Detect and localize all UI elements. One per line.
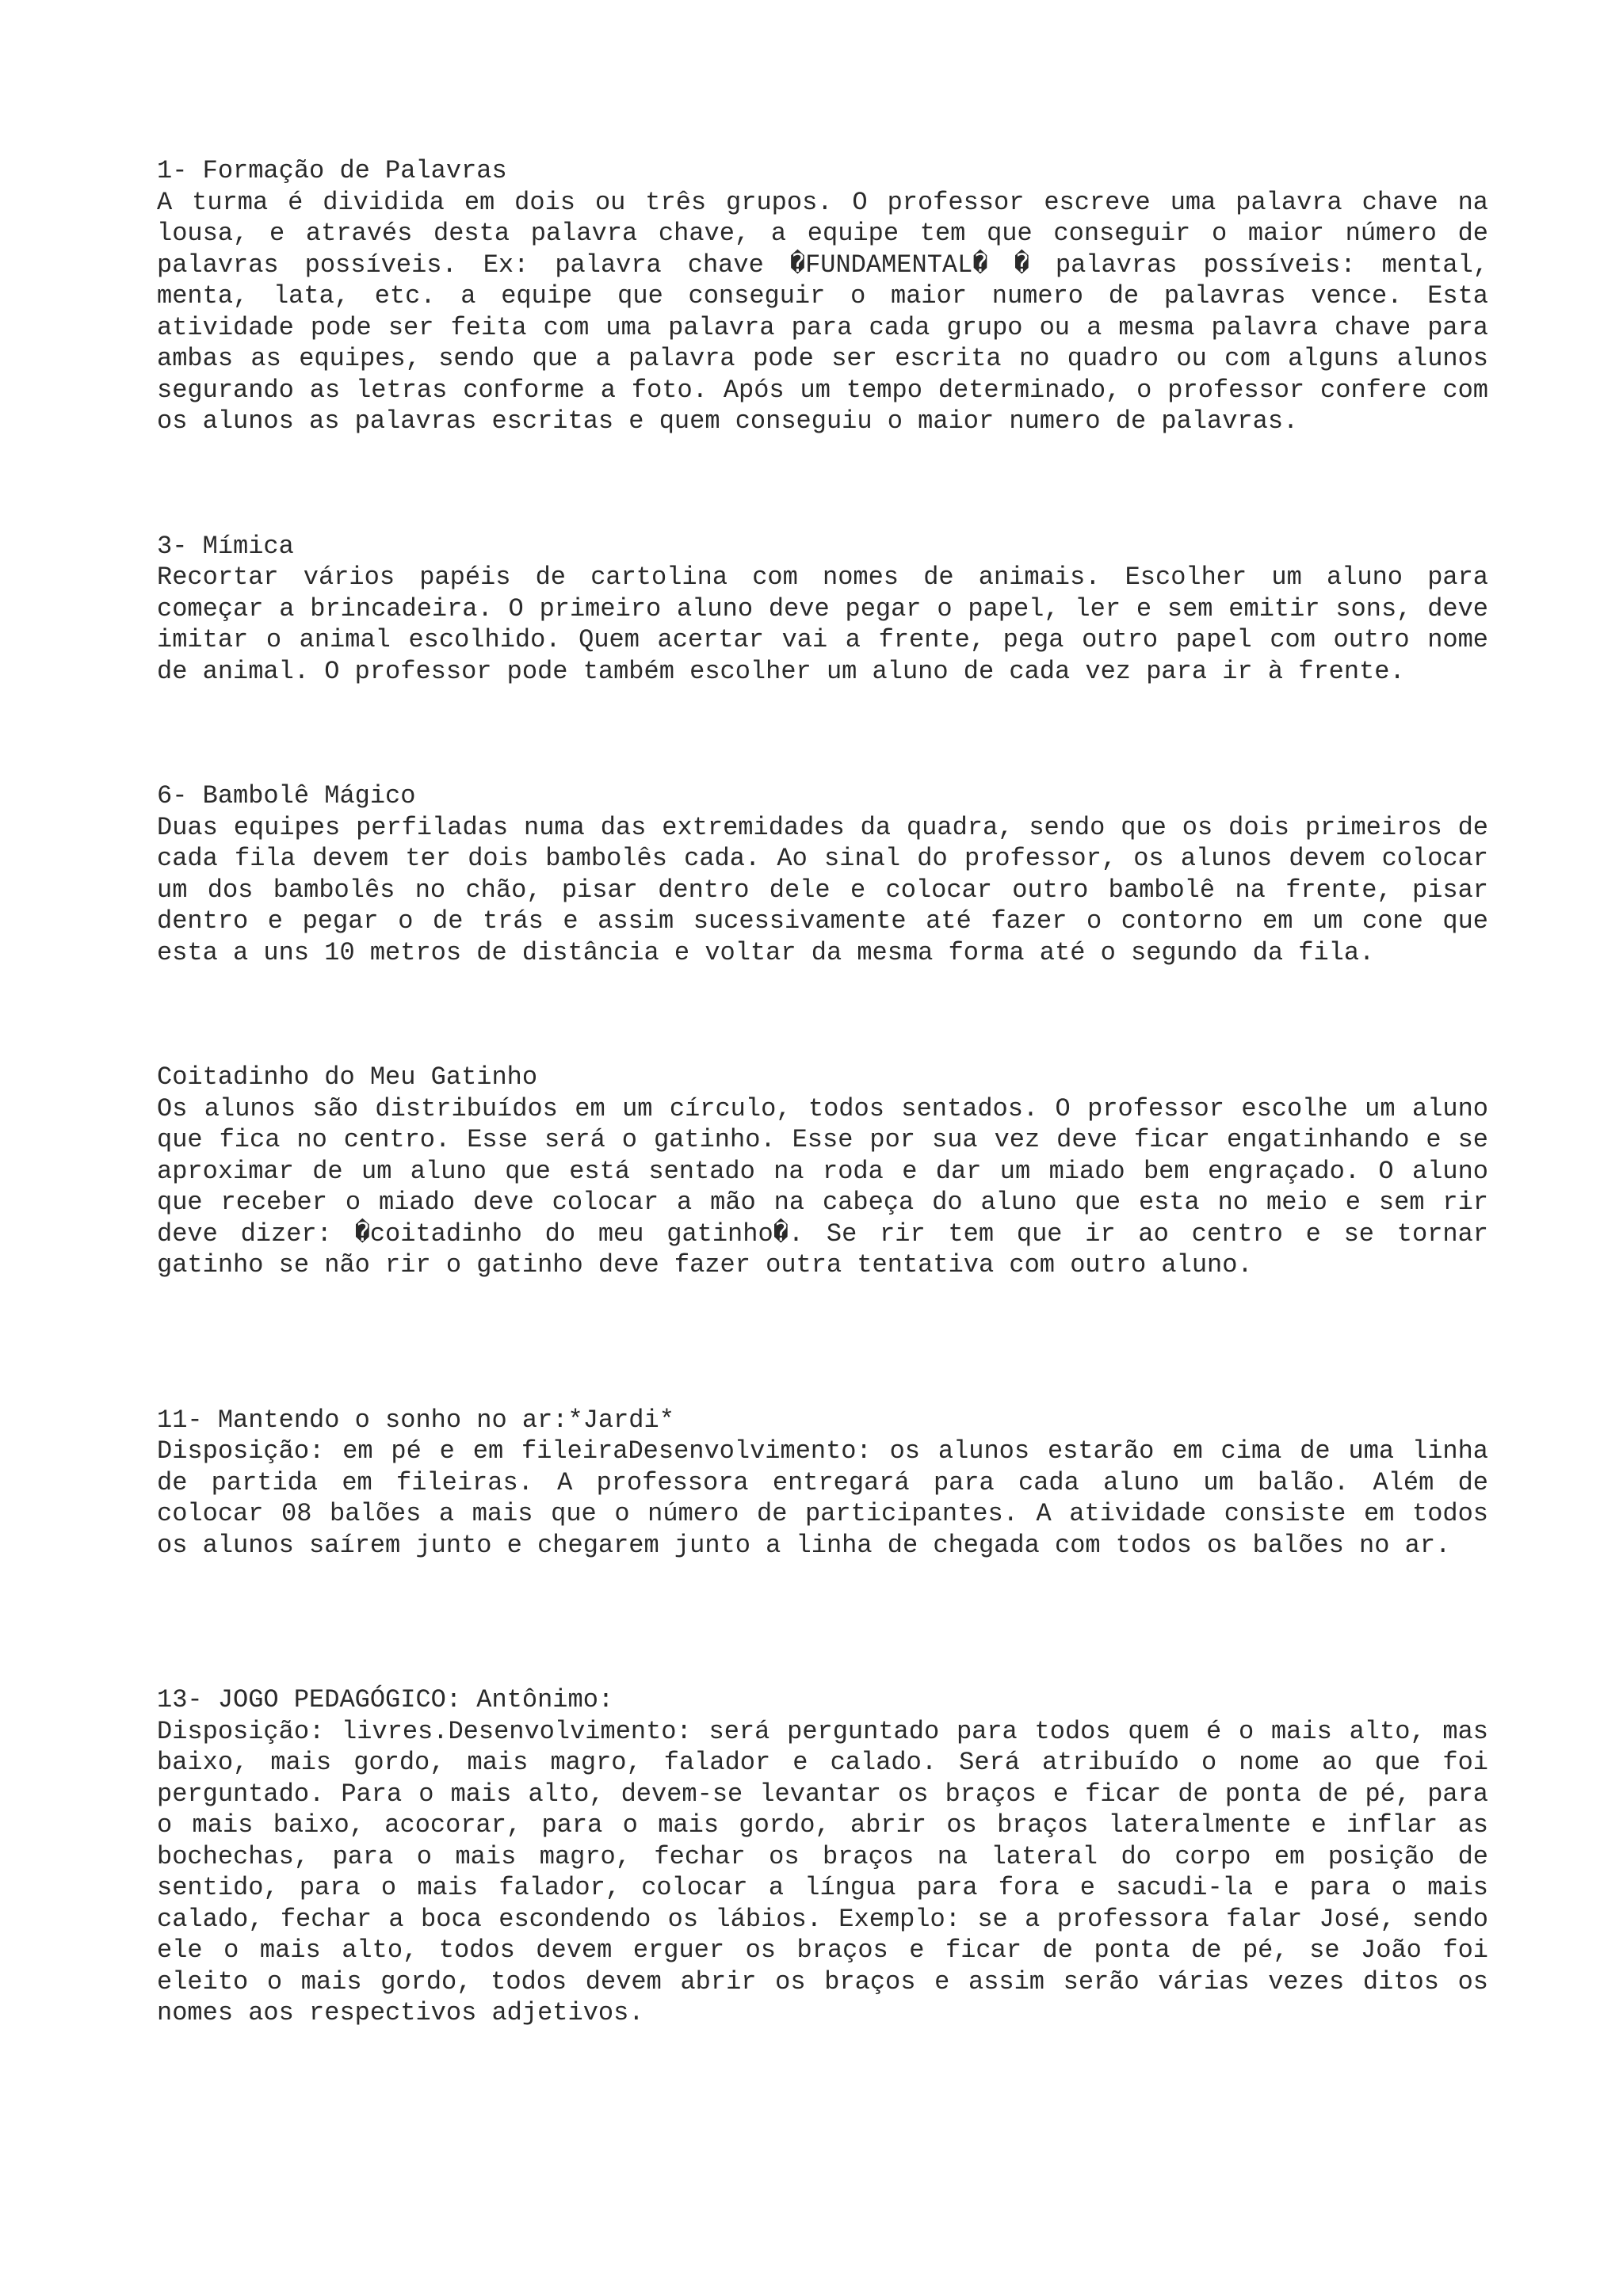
spacer [157, 437, 1488, 531]
section-title: 6- Bambolê Mágico [157, 781, 416, 810]
section-title: 11- Mantendo o sonho no ar:*Jardi* [157, 1405, 674, 1435]
spacer [157, 968, 1488, 1062]
section-body: Disposição: em pé e em fileiraDesenvolvimento: os alunos estarão em cima de uma linha de partida em fileiras. A professora entregará para cada aluno um balão. Além de colocar 08 balões a mais que o número de participantes. A atividade consiste em todos os alunos saírem junto e chegarem junto a linha de chegada com todos os balões no ar. [157, 1436, 1504, 1560]
section-title: Coitadinho do Meu Gatinho [157, 1062, 538, 1092]
section-body: Recortar vários papéis de cartolina com nomes de animais. Escolher um aluno para começar a brincadeira. O primeiro aluno deve pegar o papel, ler e sem emitir sons, deve imitar o animal escolhido. Quem acertar vai a frente, pega outro papel com outro nome de animal. O professor pode também escolher um aluno de cada vez para ir à frente. [157, 563, 1504, 686]
section-mantendo-o-sonho-no-ar [157, 1405, 1504, 1562]
spacer [157, 1561, 1488, 1684]
section-title: 3- Mímica [157, 531, 294, 561]
section-jogo-pedagogico-antonimo [157, 1684, 1504, 2029]
section-mimica [157, 531, 1504, 688]
section-body: Disposição: livres.Desenvolvimento: será perguntado para todos quem é o mais alto, mas baixo, mais gordo, mais magro, falador e calado. Será atribuído o nome ao que foi perguntado. Para o mais alto, devem-se levantar os braços e ficar de ponta de pé, para o mais baixo, acocorar, para o mais gordo, abrir os braços lateralmente e inflar as bochechas, para o mais magro, fechar os braços na lateral do corpo em posição de sentido, para o mais falador, colocar a língua para fora e sacudi-la e para o mais calado, fechar a boca escondendo os lábios. Exemplo: se a professora falar José, sendo ele o mais alto, todos devem erguer os braços e ficar de ponta de pé, se João foi eleito o mais gordo, todos devem abrir os braços e assim serão várias vezes ditos os nomes aos respectivos adjetivos. [157, 1716, 1504, 2027]
document-page [157, 155, 1504, 2029]
spacer [157, 1281, 1488, 1405]
section-body: A turma é dividida em dois ou três grupos. O professor escreve uma palavra chave na lousa, e através desta palavra chave, a equipe tem que conseguir o maior número de palavras possíveis. Ex: palavra chave �FUNDAMENTAL� � palavras possíveis: mental, menta, lata, etc. a equipe que conseguir o maior numero de palavras vence. Esta atividade pode ser feita com uma palavra para cada grupo ou a mesma palavra chave para ambas as equipes, sendo que a palavra pode ser escrita no quadro ou com alguns alunos segurando as letras conforme a foto. Após um tempo determinado, o professor confere com os alunos as palavras escritas e quem conseguiu o maior numero de palavras. [157, 187, 1504, 436]
section-title: 1- Formação de Palavras [157, 156, 507, 185]
section-coitadinho-do-meu-gatinho [157, 1062, 1504, 1281]
section-title: 13- JOGO PEDAGÓGICO: Antônimo: [157, 1685, 614, 1714]
section-body: Duas equipes perfiladas numa das extremidades da quadra, sendo que os dois primeiros de cada fila devem ter dois bambolês cada. Ao sinal do professor, os alunos devem colocar um dos bambolês no chão, pisar dentro dele e colocar outro bambolê na frente, pisar dentro e pegar o de trás e assim sucessivamente até fazer o contorno em um cone que esta a uns 10 metros de distância e voltar da mesma forma até o segundo da fila. [157, 812, 1504, 967]
section-body: Os alunos são distribuídos em um círculo, todos sentados. O professor escolhe um aluno que fica no centro. Esse será o gatinho. Esse por sua vez deve ficar engatinhando e se aproximar de um aluno que está sentado na roda e dar um miado bem engraçado. O aluno que receber o miado deve colocar a mão na cabeça do aluno que esta no meio e sem rir deve dizer: �coitadinho do meu gatinho�. Se rir tem que ir ao centro e se tornar gatinho se não rir o gatinho deve fazer outra tentativa com outro aluno. [157, 1093, 1504, 1280]
spacer [157, 687, 1488, 780]
section-formacao-de-palavras [157, 155, 1504, 437]
section-bambole-magico [157, 780, 1504, 968]
